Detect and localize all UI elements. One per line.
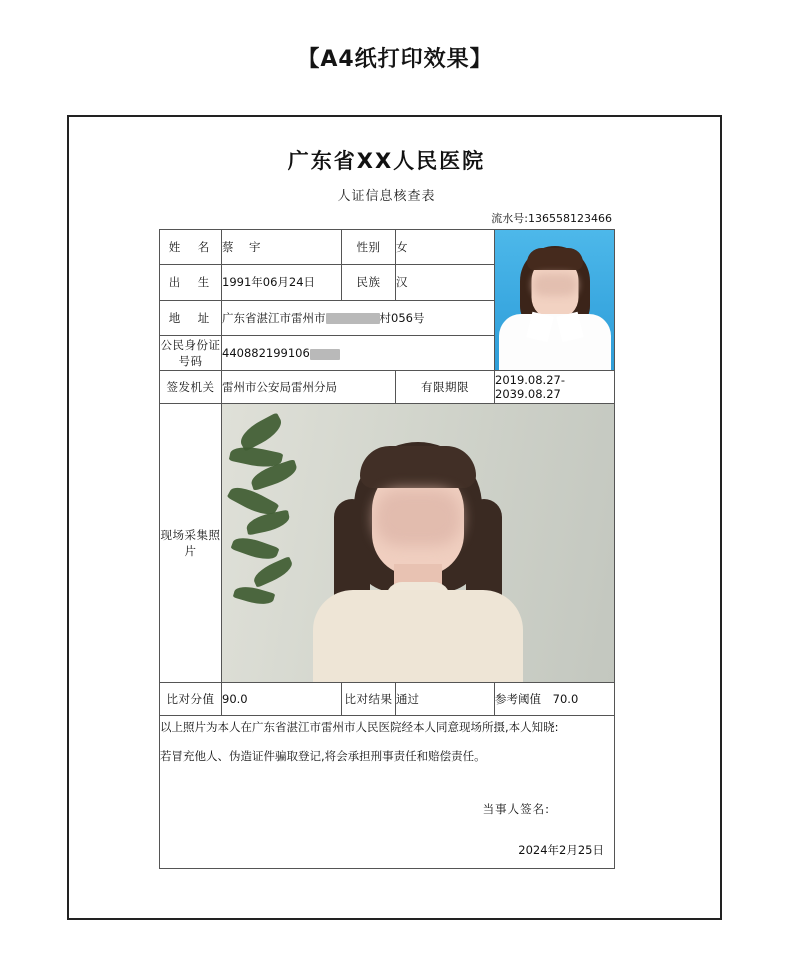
statement-line-2: 若冒充他人、伪造证件骗取登记,将会承担刑事责任和赔偿责任。	[160, 749, 486, 763]
statement-line-1: 以上照片为本人在广东省湛江市雷州市人民医院经本人同意现场所摄,本人知晓:	[160, 720, 559, 734]
id-portrait-photo	[495, 230, 614, 370]
result-value: 通过	[396, 683, 495, 716]
validity-value: 2019.08.27-2039.08.27	[495, 371, 615, 404]
live-capture-photo	[222, 404, 614, 682]
statement-date: 2024年2月25日	[518, 843, 604, 857]
gender-value: 女	[396, 230, 495, 265]
issuer-value: 雷州市公安局雷州分局	[222, 371, 396, 404]
a4-sheet	[67, 115, 722, 920]
birth-label: 出 生	[160, 265, 222, 300]
validity-label: 有限期限	[396, 371, 495, 404]
signature-label: 当事人签名:	[482, 802, 550, 816]
nation-label: 民族	[342, 265, 396, 300]
serial-value: 136558123466	[528, 212, 612, 225]
page-title: 【A4纸打印效果】	[297, 47, 493, 72]
live-photo-sweater	[313, 590, 523, 682]
live-photo-blur-overlay	[375, 490, 461, 546]
plant-decoration	[228, 414, 323, 624]
address-suffix: 村056号	[379, 310, 425, 325]
score-value: 90.0	[222, 683, 342, 716]
score-label: 比对分值	[160, 683, 222, 716]
idnum-prefix: 440882199106	[222, 345, 310, 360]
name-value: 蔡 宇	[222, 230, 342, 265]
address-redaction	[326, 313, 380, 324]
address-label: 地 址	[160, 300, 222, 335]
result-label: 比对结果	[342, 683, 396, 716]
hospital-title: 广东省XX人民医院	[287, 149, 486, 173]
id-photo-shirt	[499, 314, 611, 370]
idnum-value	[222, 335, 495, 370]
threshold-value: 70.0	[552, 692, 579, 706]
threshold-cell	[495, 683, 615, 716]
live-photo-fringe	[360, 446, 476, 488]
live-photo-cell	[222, 404, 615, 683]
threshold-label: 参考阈值	[495, 692, 541, 706]
issuer-label: 签发机关	[160, 371, 222, 404]
statement-cell	[160, 716, 615, 869]
id-photo-blur-overlay	[533, 274, 577, 296]
birth-value: 1991年06月24日	[222, 265, 342, 300]
document-body	[159, 135, 614, 869]
form-subtitle: 人证信息核查表	[337, 189, 436, 204]
table-row-statement	[160, 716, 615, 869]
address-value	[222, 300, 495, 335]
idnum-label: 公民身份证号码	[160, 335, 222, 370]
id-info-table	[159, 229, 615, 869]
serial-label: 流水号:	[491, 212, 529, 225]
id-photo-cell	[495, 230, 615, 371]
address-prefix: 广东省湛江市雷州市	[222, 310, 326, 325]
live-photo-label: 现场采集照片	[160, 404, 222, 683]
nation-value: 汉	[396, 265, 495, 300]
table-row-issuer	[160, 371, 615, 404]
serial-number-row	[159, 210, 614, 226]
name-label: 姓 名	[160, 230, 222, 265]
table-row-comparison	[160, 683, 615, 716]
id-photo-fringe	[527, 248, 583, 270]
table-row-name	[160, 230, 615, 265]
gender-label: 性别	[342, 230, 396, 265]
idnum-redaction	[310, 349, 340, 360]
table-row-live-photo	[160, 404, 615, 683]
